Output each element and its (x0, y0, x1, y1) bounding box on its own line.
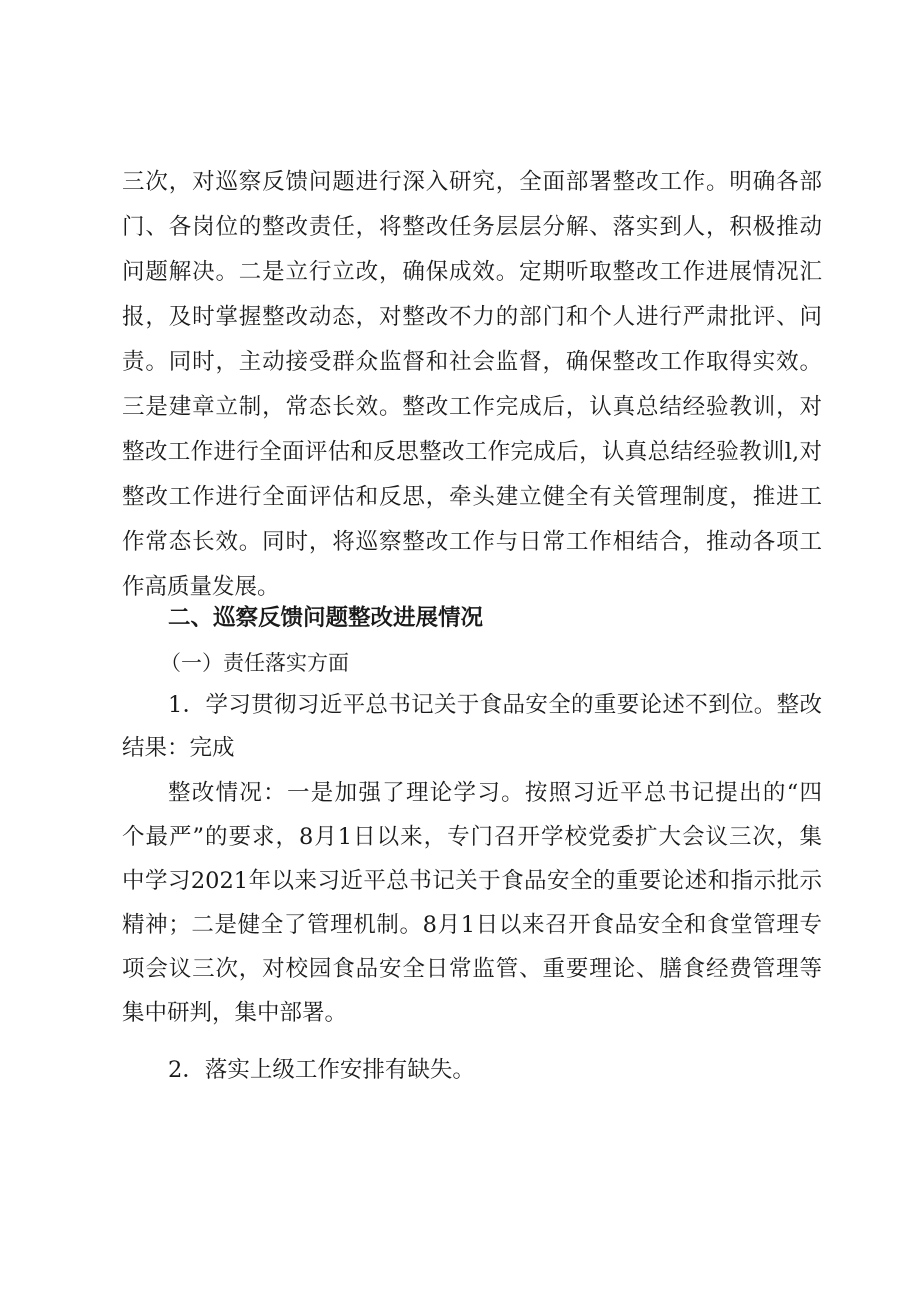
list-item-line: 2．落实上级工作安排有缺失。 (168, 1057, 475, 1083)
list-item-line: 结果：完成 (122, 735, 235, 761)
paragraph-line: 集中研判，集中部署。 (122, 1000, 348, 1026)
paragraph-line: 作高质量发展。 (122, 574, 280, 600)
paragraph-line: 整改工作进行全面评估和反思，牵头建立健全有关管理制度，推进工 (122, 484, 822, 510)
paragraph-line: 个最严”的要求，8月1日以来，专门召开学校党委扩大会议三次，集 (122, 824, 822, 850)
paragraph-line: 问题解决。二是立行立改，确保成效。定期听取整改工作进展情况汇 (122, 259, 822, 285)
paragraph-line: 门、各岗位的整改责任，将整改任务层层分解、落实到人，积极推动 (122, 214, 822, 240)
paragraph-line: 整改情况：一是加强了理论学习。按照习近平总书记提出的“四 (168, 780, 822, 806)
paragraph-line: 三次，对巡察反馈问题进行深入研究，全面部署整改工作。明确各部 (122, 169, 822, 195)
paragraph-line: 项会议三次，对校园食品安全日常监管、重要理论、膳食经费管理等 (122, 956, 822, 982)
paragraph-line: 中学习2021年以来习近平总书记关于食品安全的重要论述和指示批示 (122, 868, 822, 894)
paragraph-line: 报，及时掌握整改动态，对整改不力的部门和个人进行严肃批评、问 (122, 304, 822, 330)
paragraph-line: 作常态长效。同时，将巡察整改工作与日常工作相结合，推动各项工 (122, 529, 822, 555)
paragraph-line: 三是建章立制，常态长效。整改工作完成后，认真总结经验教训，对 (122, 394, 822, 420)
paragraph-line: 责。同时，主动接受群众监督和社会监督，确保整改工作取得实效。 (122, 349, 822, 375)
section-heading: 二、巡察反馈问题整改进展情况 (168, 605, 484, 631)
paragraph-line: 精神；二是健全了管理机制。8月1日以来召开食品安全和食堂管理专 (122, 912, 822, 938)
subsection-heading: （一）责任落实方面 (160, 651, 349, 675)
paragraph-line: 整改工作进行全面评估和反思整改工作完成后，认真总结经验教训l,对 (122, 439, 822, 465)
list-item-line: 1．学习贯彻习近平总书记关于食品安全的重要论述不到位。整改 (168, 692, 822, 718)
